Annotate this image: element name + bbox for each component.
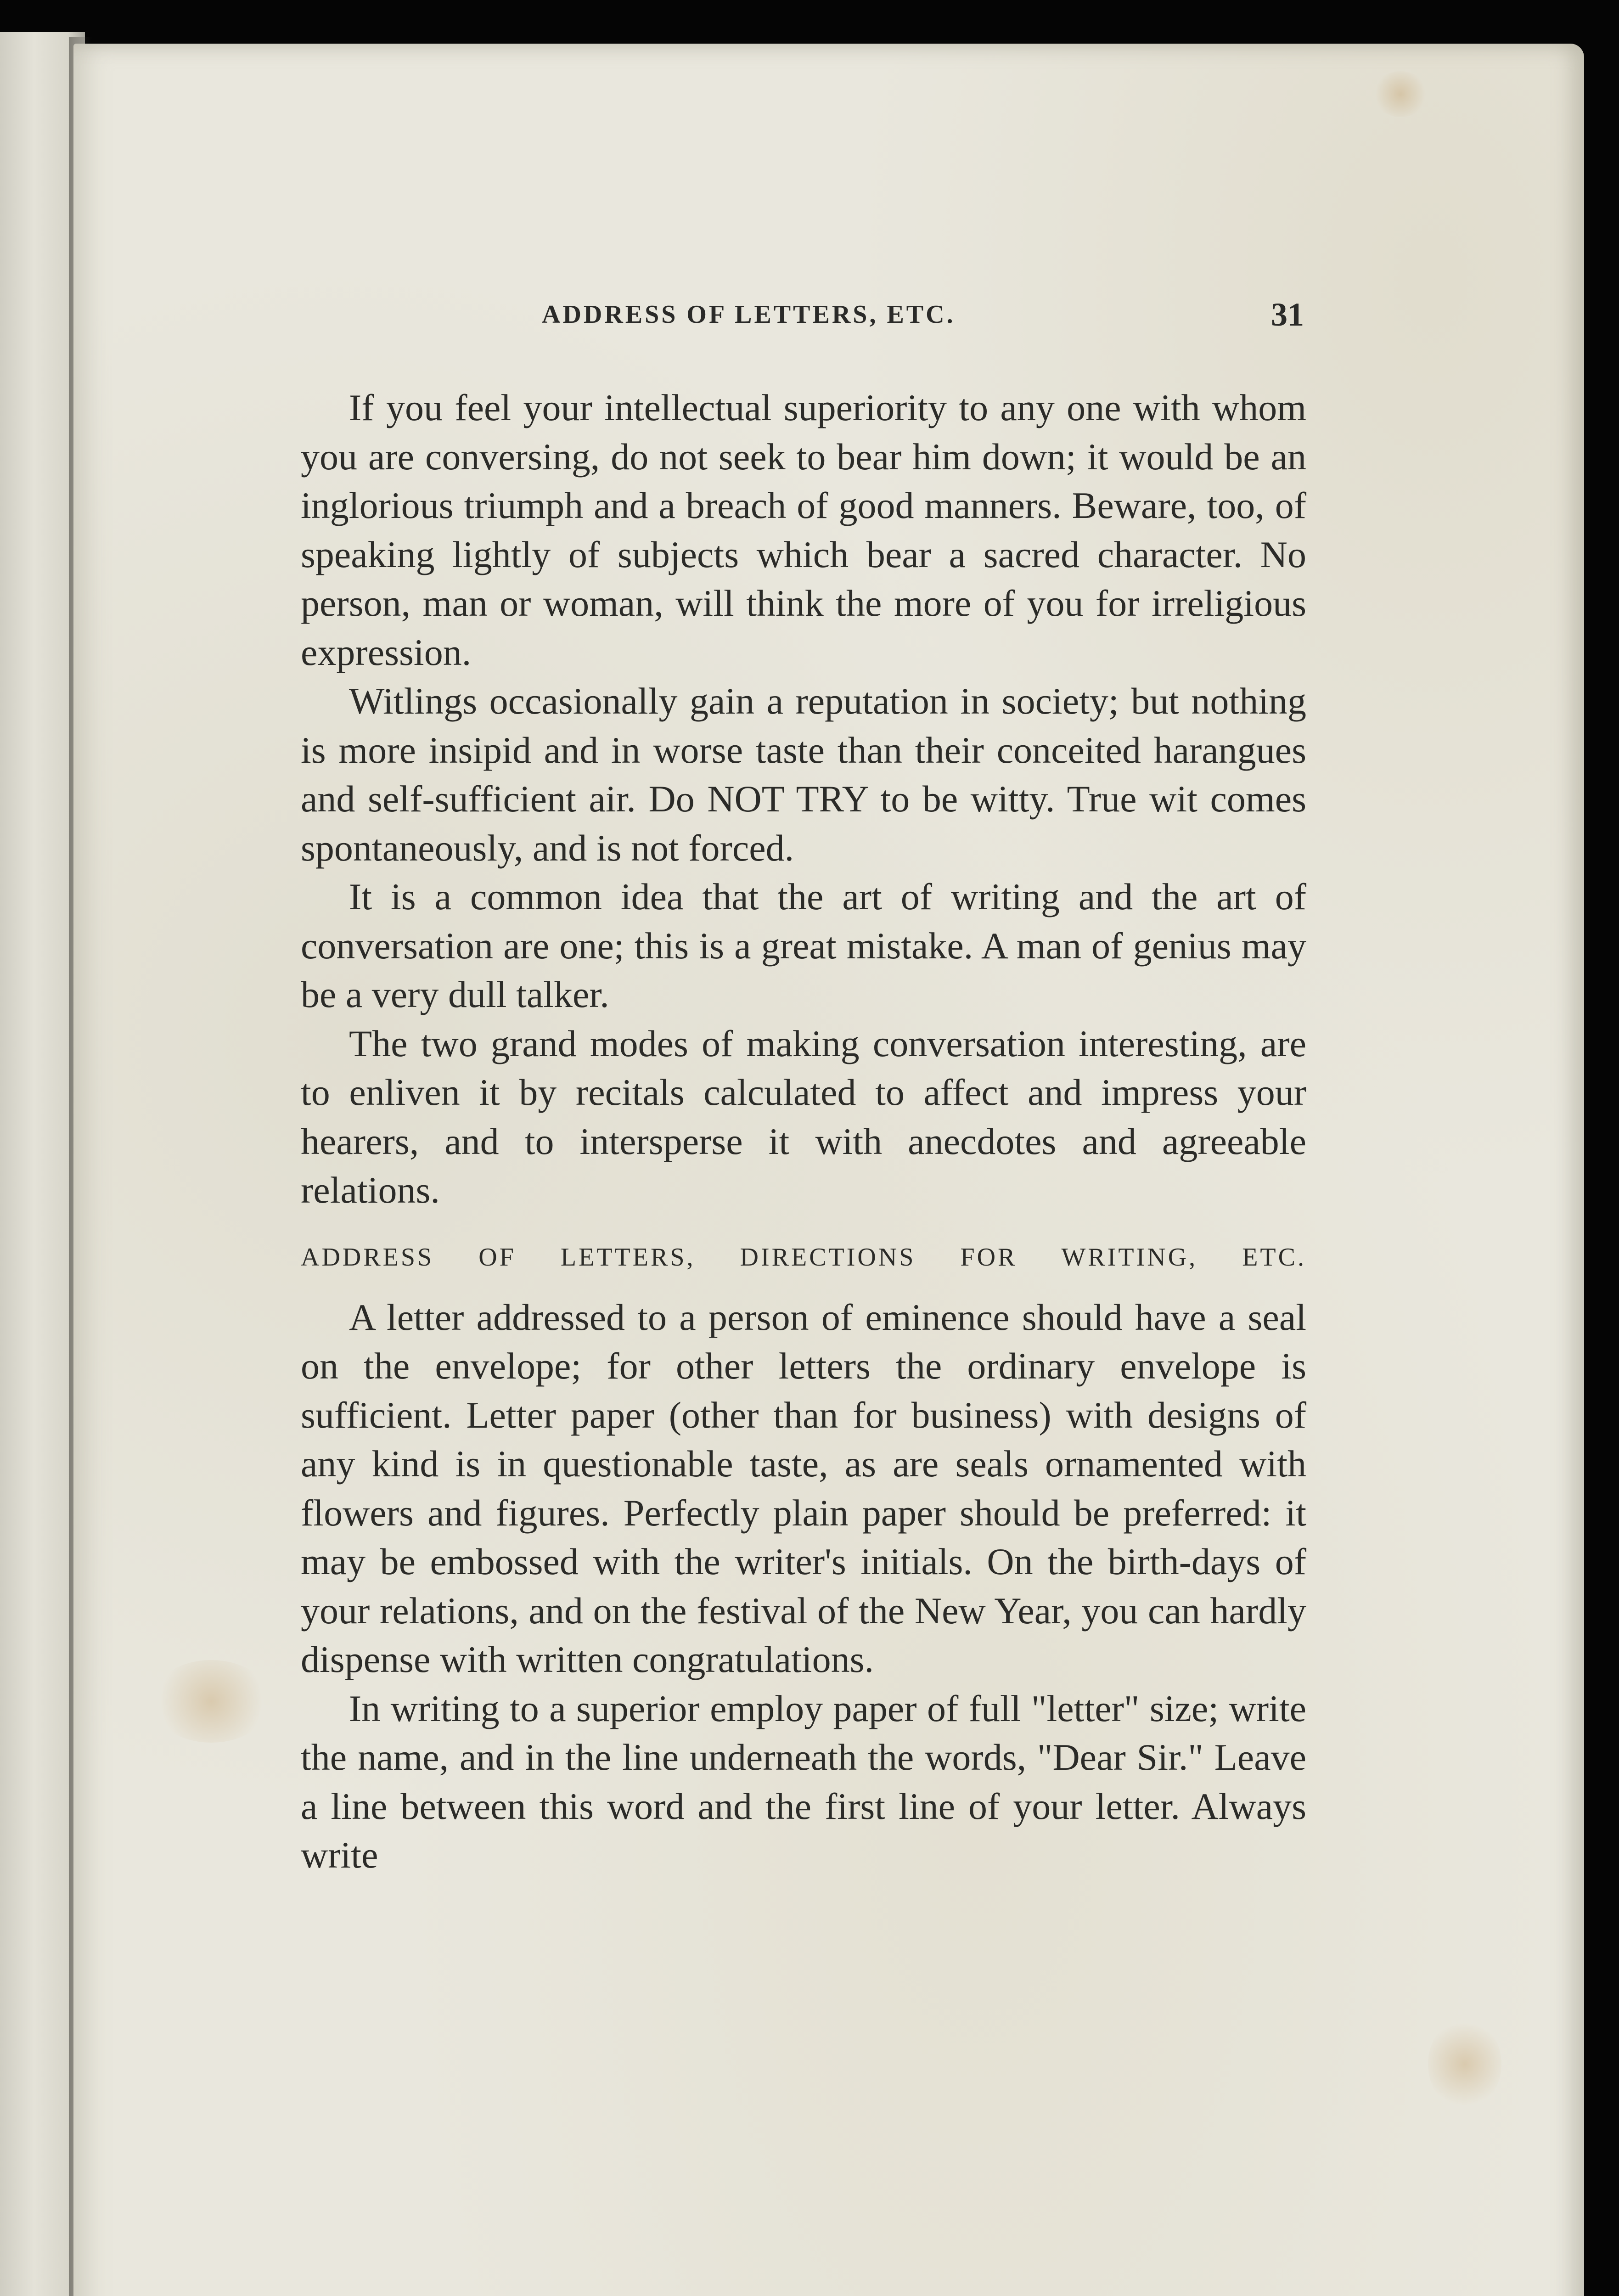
paragraph: A letter addressed to a person of eminence should have a seal on the envelope; for other letters the ordinary envelope is sufficient. Letter paper (other than for business) with designs of any kind is in questionable taste, as are seals ornamented with flowers and figures. Perfectly plain paper should be preferred: it may be embossed with the writer's initials. On the birth-days of your relations, and on the festival of the New Year, you can hardly dispense with written congratulations. [301, 1296, 1306, 1680]
paper-stain [152, 1660, 271, 1743]
paper-stain [1373, 71, 1428, 117]
section-heading: ADDRESS OF LETTERS, DIRECTIONS FOR WRITING, ETC. [301, 1243, 1306, 1272]
paragraph: It is a common idea that the art of writing and the art of conversation are one; this is a great mistake. A man of genius may be a very dull talker. [301, 876, 1306, 1015]
paragraph: Witlings occasionally gain a reputation in society; but nothing is more insipid and in worse taste than their conceited harangues and self-sufficient air. Do NOT TRY to be witty. True wit comes spontaneously, and is not forced. [301, 680, 1306, 869]
paper-stain [1428, 2018, 1501, 2110]
page-header [542, 294, 1304, 335]
paragraph: If you feel your intellectual superiority to any one with whom you are conversing, do not seek to bear him down; it would be an inglorious triumph and a breach of good manners. Beware, too, of speaking lightly of subjects which bear a sacred character. No person, man or woman, will think the more of you for irreligious expression. [301, 387, 1306, 673]
body-text [301, 383, 1306, 1880]
page-number: 31 [1271, 296, 1304, 333]
paragraph: The two grand modes of making conversation interesting, are to enliven it by recitals calculated to affect and impress your hearers, and to intersperse it with anecdotes and agreeable relations. [301, 1022, 1306, 1211]
running-head: ADDRESS OF LETTERS, ETC. [542, 300, 956, 329]
paragraph: In writing to a superior employ paper of full "letter" size; write the name, and in the line underneath the words, "Dear Sir." Leave a line between this word and the first line of your letter. Always write [301, 1687, 1306, 1876]
